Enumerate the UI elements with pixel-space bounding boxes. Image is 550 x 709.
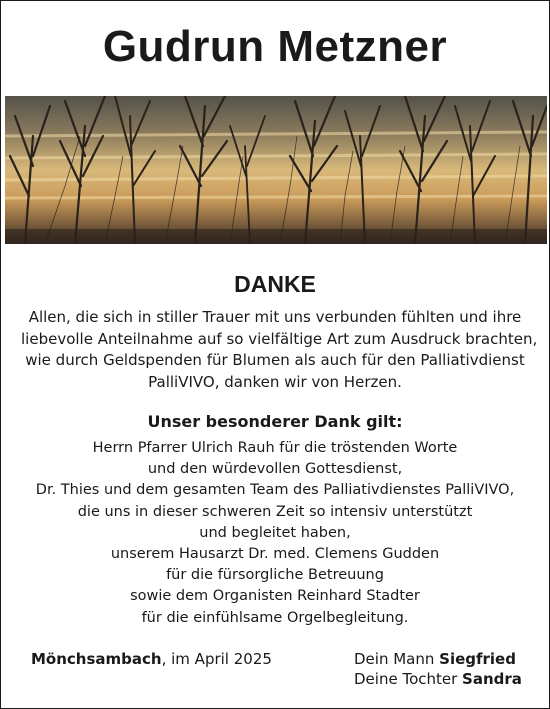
sunset-trees-photo — [5, 96, 547, 244]
deceased-name: Gudrun Metzner — [102, 22, 448, 71]
thanks-line: Dr. Thies und dem gesamten Team des Palliativdienstes PalliVIVO, — [35, 482, 515, 499]
intro-line: wie durch Geldspenden für Blumen als auch für den Palliativdienst — [25, 351, 525, 369]
intro-text — [21, 307, 538, 393]
thanks-line: für die fürsorgliche Betreuung — [166, 567, 384, 584]
signature-relation: Deine Tochter — [354, 670, 463, 688]
signatures — [354, 649, 522, 689]
thanks-heading: DANKE — [234, 271, 316, 297]
thanks-line: Herrn Pfarrer Ulrich Rauh für die tröstenden Worte — [92, 440, 458, 456]
thanks-line: sowie dem Organisten Reinhard Stadter — [130, 588, 420, 605]
thanks-line: und den würdevollen Gottesdienst, — [147, 461, 403, 478]
thanks-line: die uns in dieser schweren Zeit so intensiv unterstützt — [77, 503, 473, 520]
thanks-line: für die einfühlsame Orgelbegleitung. — [141, 609, 409, 626]
place-name: Mönchsambach — [31, 650, 162, 668]
signature-line — [354, 649, 522, 669]
signature-name: Siegfried — [439, 650, 516, 668]
signature-relation: Dein Mann — [354, 650, 440, 668]
intro-line: Allen, die sich in stiller Trauer mit uns verbunden fühlten und ihre — [28, 308, 522, 326]
thanks-line: und begleitet haben, — [199, 524, 351, 541]
thanks-line: unserem Hausarzt Dr. med. Clemens Gudden — [110, 546, 440, 563]
place-date — [31, 649, 272, 669]
signature-line — [354, 669, 522, 689]
signature-name: Sandra — [462, 670, 522, 688]
special-thanks-text — [11, 438, 539, 629]
intro-line: liebevolle Anteilnahme auf so vielfältige Art zum Ausdruck brachten, — [21, 329, 538, 348]
intro-line: PalliVIVO, danken wir von Herzen. — [148, 372, 402, 391]
date-text: , im April 2025 — [161, 650, 272, 668]
special-thanks-heading: Unser besonderer Dank gilt: — [147, 412, 403, 431]
